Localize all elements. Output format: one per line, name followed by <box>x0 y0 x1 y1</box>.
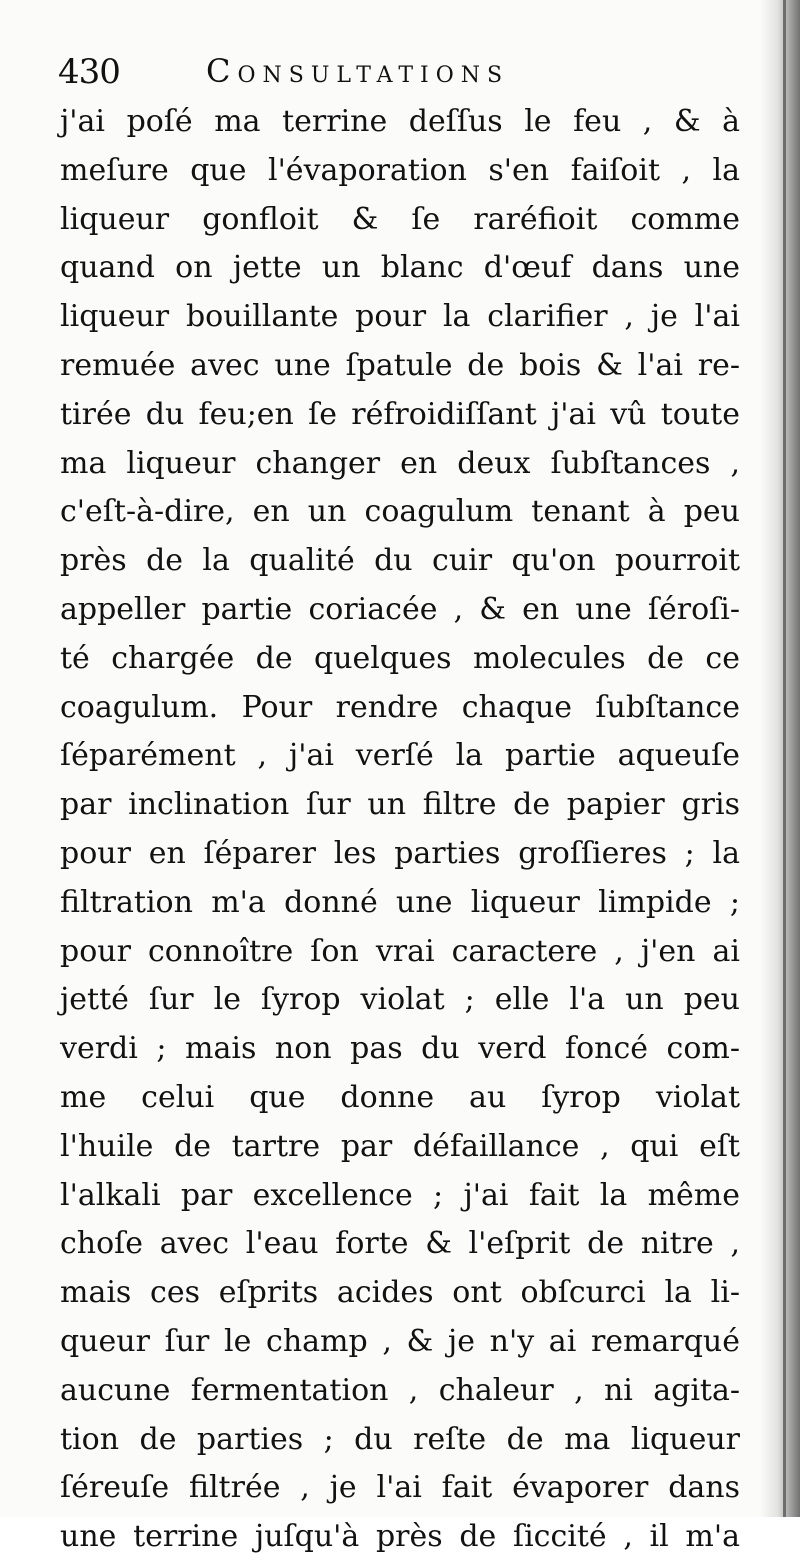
page-edge-shadow <box>760 0 800 1517</box>
text-line: liqueur gonfloit & ſe raréfioit comme <box>60 201 740 237</box>
text-line: l'alkali par excellence ; j'ai fait la même <box>60 1177 740 1213</box>
text-line: appeller partie coriacée , & en une ſéroſi- <box>60 591 740 627</box>
text-line: par inclination ſur un filtre de papier gris <box>60 787 740 823</box>
text-body <box>60 98 740 1562</box>
text-line: une terrine juſqu'à près de ſiccité , il m'a <box>60 1519 740 1555</box>
text-line: choſe avec l'eau forte & l'eſprit de nitre , <box>60 1226 740 1262</box>
text-line: remuée avec une ſpatule de bois & l'ai re- <box>60 347 740 383</box>
text-line: c'eſt-à-dire, en un coagulum tenant à peu <box>60 494 740 530</box>
page-number: 430 <box>58 52 120 92</box>
text-line: pour connoître ſon vrai caractere , j'en ai <box>60 933 740 969</box>
text-line: filtration m'a donné une liqueur limpide ; <box>60 884 740 920</box>
text-line: té chargée de quelques molecules de ce <box>60 640 740 676</box>
text-line: près de la qualité du cuir qu'on pourroit <box>60 543 740 579</box>
text-line: pour en ſéparer les parties groſſieres ; la <box>60 835 740 871</box>
text-line: queur ſur le champ , & je n'y ai remarqué <box>60 1323 740 1359</box>
text-line: me celui que donne au ſyrop violat <box>60 1079 740 1115</box>
text-line: meſure que l'évaporation s'en faiſoit , la <box>60 152 740 188</box>
text-line: tirée du feu;en ſe réfroidiſſant j'ai vû toute <box>60 396 740 432</box>
text-line: ma liqueur changer en deux ſubſtances , <box>60 445 740 481</box>
text-line: tion de parties ; du reſte de ma liqueur <box>60 1421 740 1457</box>
text-line: j'ai poſé ma terrine deſſus le feu , & à <box>60 104 740 139</box>
text-line: aucune fermentation , chaleur , ni agita- <box>60 1372 740 1408</box>
running-title: Consultations <box>206 52 510 90</box>
page-edge-line <box>783 0 786 1517</box>
running-head <box>58 48 738 98</box>
text-line: quand on jette un blanc d'œuf dans une <box>60 250 740 286</box>
text-line: jetté ſur le ſyrop violat ; elle l'a un peu <box>60 982 740 1018</box>
text-line: ſéparément , j'ai verſé la partie aqueuſe <box>60 738 740 774</box>
text-line: l'huile de tartre par défaillance , qui eſt <box>60 1128 740 1164</box>
text-line: mais ces eſprits acides ont obſcurci la li- <box>60 1275 740 1311</box>
text-line: liqueur bouillante pour la clarifier , je l'ai <box>60 299 740 335</box>
text-line: coagulum. Pour rendre chaque ſubſtance <box>60 689 740 725</box>
text-line: ſéreuſe filtrée , je l'ai fait évaporer dans <box>60 1470 740 1506</box>
text-line: verdi ; mais non pas du verd foncé com- <box>60 1031 740 1067</box>
